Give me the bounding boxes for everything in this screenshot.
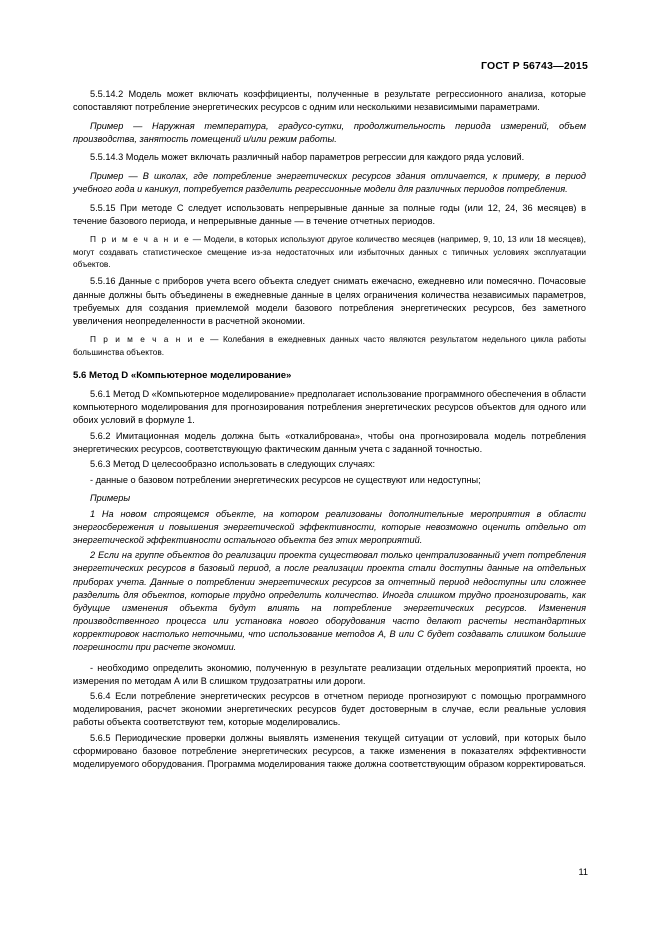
list-item: - необходимо определить экономию, полученную в результате реализации отдельных мероприятий проекта, но измерения по методам А или В слишком трудозатратны или дороги. bbox=[73, 662, 586, 686]
paragraph: 5.5.14.2 Модель может включать коэффициенты, полученные в результате регрессионного анализа, которые сопоставляют потребление энергетических ресурсов с одним или несколькими независимыми параметрами. bbox=[73, 89, 586, 113]
example-paragraph: 2 Если на группе объектов до реализации проекта существовал только централизованный учет потребления энергетических ресурсов в базовый период, а после реализации проекта стали доступны данные на отдельных приборах учета. Данные о потреблении энергетических ресурсов за отчетный период недоступны или сложнее разделить для объектов, которые трудно определить количество. Иногда слишком трудно прогнозировать, как будущие изменения объекта будут влиять на потребление энергетических ресурсов. Изменения производственного процесса или установка нового оборудования часто делают расчеты нестандартных корректировок настолько неточными, что использование методов А, В или С будет создавать слишком большие погрешности при расчете экономии. bbox=[73, 550, 586, 653]
page-header: ГОСТ Р 56743—2015 bbox=[480, 60, 588, 72]
paragraph: 5.5.15 При методе С следует использовать непрерывные данные за полные годы (или 12, 24, 36 месяцев) в течение базового периода, и непрерывные данные — в течение отчетных периодов. bbox=[73, 202, 586, 226]
example-paragraph: Пример — В школах, где потребление энергетических ресурсов здания отличается, к примеру, в период учебного года и каникул, потребуется разделить регрессионные модели для различных периодов потребления. bbox=[73, 170, 586, 195]
paragraph: 5.6.1 Метод D «Компьютерное моделирование» предполагает использование программного обеспечения в области компьютерного моделирования для прогнозирования потребления энергетических ресурсов объектов для одного или обоих условий в формуле 1. bbox=[73, 388, 586, 426]
note-text: — Модели, в которых используют другое количество месяцев (например, 9, 10, 13 или 18 месяцев), могут создавать статистическое смещение из-за недостаточных или избыточных данных с типичных условиях эксплуатации объектов. bbox=[73, 234, 586, 269]
paragraph: 5.6.2 Имитационная модель должна быть «откалибрована», чтобы она прогнозировала модель потребления энергетических ресурсов, соответствующую фактическим данным учета с заданной точностью. bbox=[73, 430, 586, 454]
paragraph: 5.6.4 Если потребление энергетических ресурсов в отчетном периоде прогнозируют с помощью программного моделирования, расчет экономии энергетических ресурсов будет достоверным в случае, если реальные условия работы объекта соответствуют тем, которые моделировались. bbox=[73, 691, 586, 728]
section-heading: 5.6 Метод D «Компьютерное моделирование» bbox=[73, 369, 292, 381]
list-item: - данные о базовом потреблении энергетических ресурсов не существуют или недоступны; bbox=[90, 474, 481, 485]
note-paragraph bbox=[73, 233, 586, 270]
paragraph: 5.6.5 Периодические проверки должны выявлять изменения текущей ситуации от условий, при которых было сформировано базовое потребление энергетических ресурсов, а также изменения в показателях эффективности моделируемого оборудования. Программа моделирования также должна соответствующим образом корректироваться. bbox=[73, 733, 586, 770]
note-label: П р и м е ч а н и е bbox=[90, 334, 206, 345]
paragraph: 5.6.3 Метод D целесообразно использовать в следующих случаях: bbox=[90, 459, 376, 470]
examples-heading: Примеры bbox=[90, 492, 131, 503]
note-paragraph bbox=[73, 333, 586, 357]
paragraph: 5.5.14.3 Модель может включать различный набор параметров регрессии для каждого ряда условий. bbox=[90, 152, 525, 163]
note-label: П р и м е ч а н и е bbox=[90, 234, 190, 245]
example-paragraph: 1 На новом строящемся объекте, на котором реализованы дополнительные мероприятия в области энергосбережения и повышения энергетической эффективности, которые невозможно оценить отдельно от энергетической эффективности остального объекта без этих мероприятий. bbox=[73, 508, 586, 545]
example-paragraph: Пример — Наружная температура, градусо-сутки, продолжительность периода измерений, объем производства, занятость помещений и/или режим работы. bbox=[73, 120, 586, 144]
paragraph: 5.5.16 Данные с приборов учета всего объекта следует снимать ежечасно, ежедневно или помесячно. Почасовые данные должны быть объединены в ежедневные данные в целях ограничения количества независимых параметров, требуемых для создания приемлемой модели базового потребления энергетических ресурсов, без заметного увеличения неопределенности в расчетной экономии. bbox=[73, 276, 586, 326]
note-text: — Колебания в ежедневных данных часто являются результатом недельного цикла работы большинства объектов. bbox=[73, 334, 586, 357]
page-number: 11 bbox=[578, 867, 588, 877]
document-body bbox=[73, 88, 586, 774]
